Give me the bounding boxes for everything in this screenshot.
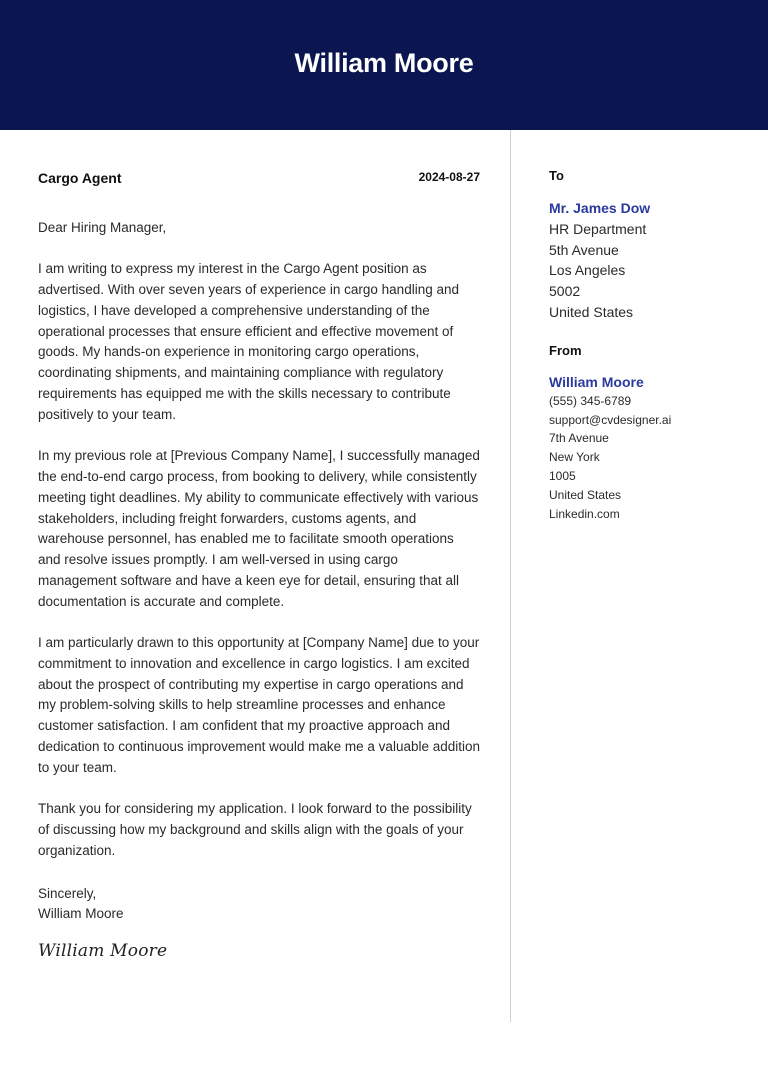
- column-divider: [510, 130, 511, 1022]
- recipient-street: 5th Avenue: [549, 241, 619, 258]
- letter-body: [38, 168, 480, 961]
- contact-sidebar: [549, 168, 759, 523]
- closing: Sincerely,: [38, 885, 97, 901]
- sender-email: support@cvdesigner.ai: [549, 412, 672, 427]
- handwritten-signature: William Moore: [38, 941, 168, 962]
- recipient-postcode: 5002: [549, 283, 581, 300]
- recipient-country: United States: [549, 303, 634, 320]
- from-heading: From: [549, 342, 582, 358]
- sender-postcode: 1005: [549, 468, 576, 483]
- paragraph: Thank you for considering my application. I look forward to the possibility of discussing how my background and skills align with the goals of your organization.: [38, 801, 472, 858]
- sender-name: William Moore: [549, 373, 644, 390]
- sender-linkedin: Linkedin.com: [549, 506, 620, 521]
- letter-meta: [38, 168, 480, 190]
- paragraph: In my previous role at [Previous Company Name], I successfully managed the end-to-end cargo process, from booking to delivery, while consistently meeting tight deadlines. My ability to communicate effectively with various stakeholders, including freight forwarders, customs agents, and warehouse personnel, has enabled me to facilitate smooth operations and resolve issues promptly. I am well-versed in using cargo management software and have a keen eye for detail, ensuring that all documentation is accurate and complete.: [38, 448, 480, 609]
- sender-city: New York: [549, 450, 600, 465]
- header-banner: [0, 0, 768, 130]
- sender-country: United States: [549, 487, 622, 502]
- recipient-city: Los Angeles: [549, 262, 626, 279]
- to-heading: To: [549, 168, 564, 183]
- letter-date: 2024-08-27: [418, 170, 480, 184]
- applicant-name: William Moore: [294, 48, 474, 78]
- recipient-name: Mr. James Dow: [549, 200, 651, 216]
- paragraph: I am particularly drawn to this opportunity at [Company Name] due to your commitment to innovation and excellence in cargo logistics. I am excited about the prospect of contributing my expertise in cargo operations and my problem-solving skills to help streamline processes and enhance customer satisfaction. I am confident that my proactive approach and dedication to continuous improvement would make me a valuable addition to your team.: [38, 635, 481, 775]
- paragraph: I am writing to express my interest in the Cargo Agent position as advertised. With over seven years of experience in cargo handling and logistics, I have developed a comprehensive understanding of the operational processes that ensure efficient and effective movement of goods. My hands-on experience in monitoring cargo operations, coordinating shipments, and maintaining compliance with regulatory requirements has equipped me with the skills necessary to contribute positively to your team.: [38, 261, 459, 422]
- job-title: Cargo Agent: [38, 170, 122, 186]
- sender-phone: (555) 345-6789: [549, 393, 632, 408]
- closing-name: William Moore: [38, 906, 124, 922]
- salutation: Dear Hiring Manager,: [38, 220, 167, 235]
- recipient-department: HR Department: [549, 220, 647, 237]
- sender-street: 7th Avenue: [549, 431, 609, 446]
